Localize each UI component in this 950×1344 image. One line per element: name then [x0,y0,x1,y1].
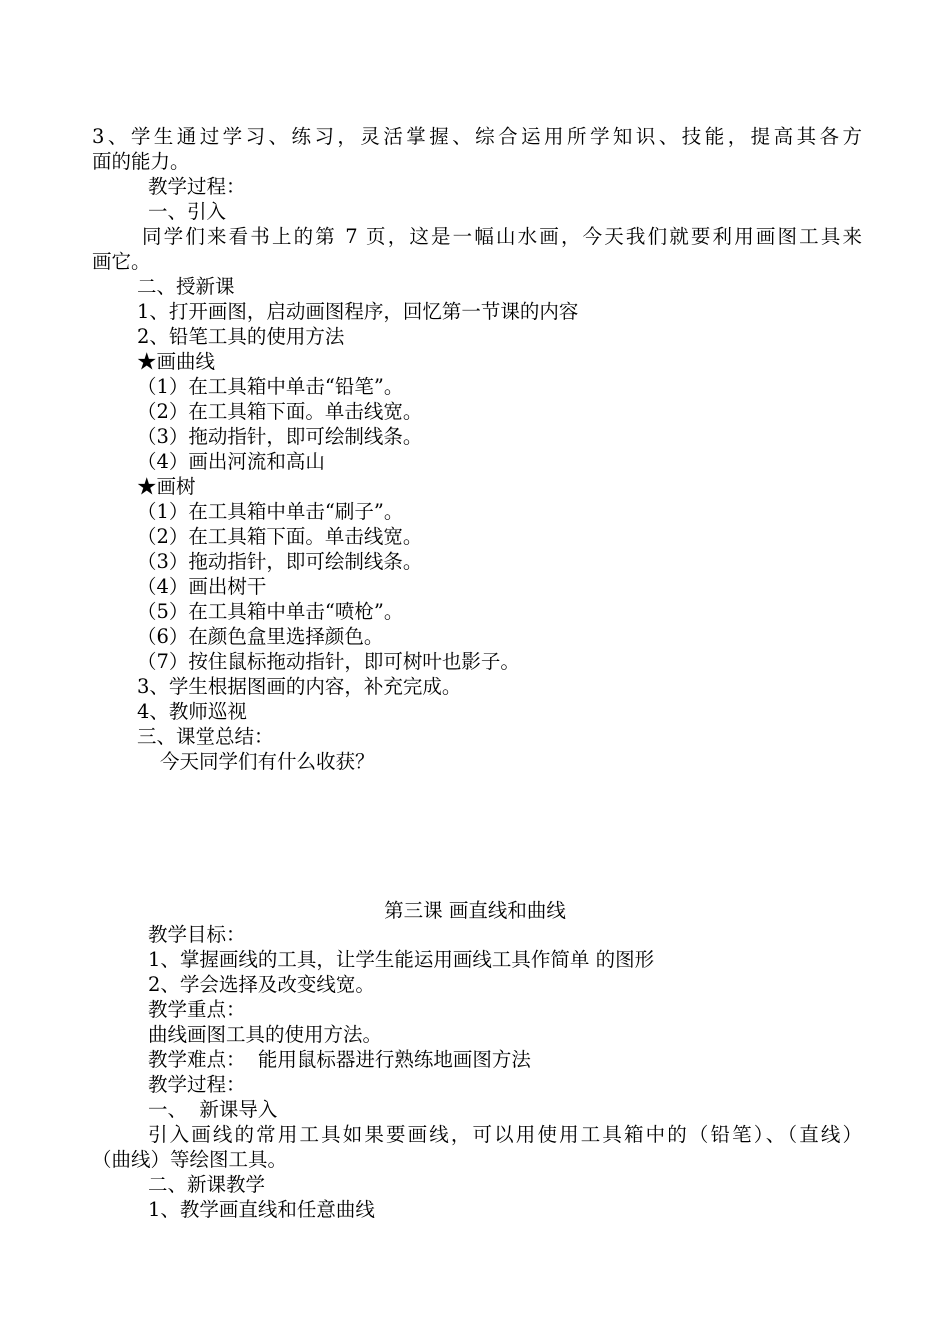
tree-step: （5）在工具箱中单击“喷枪”。 [137,600,404,623]
step-3: 3、学生根据图画的内容，补充完成。 [137,675,462,698]
intro-line-2: 画它。 [92,250,151,273]
process-heading: 教学过程： [148,175,246,198]
goal-2: 2、学会选择及改变线宽。 [148,973,375,996]
intro-b-line-2: （曲线）等绘图工具。 [92,1148,288,1171]
tree-step: （7）按住鼠标拖动指针，即可树叶也影子。 [137,650,520,673]
step-2: 2、铅笔工具的使用方法 [137,325,345,348]
goal-3-line-1: 3、学生通过学习、练习，灵活掌握、综合运用所学知识、技能，提高其各方 [92,125,862,148]
goal-1: 1、掌握画线的工具，让学生能运用画线工具作简单 的图形 [148,948,655,971]
goal-3-line-2: 面的能力。 [92,150,190,173]
tree-step: （6）在颜色盒里选择颜色。 [137,625,384,648]
curve-step: （3）拖动指针，即可绘制线条。 [137,425,423,448]
focus-text: 曲线画图工具的使用方法。 [148,1023,383,1046]
curve-step: （1）在工具箱中单击“铅笔”。 [137,375,404,398]
difficulty-line: 教学难点： 能用鼠标器进行熟练地画图方法 [148,1048,531,1071]
summary-heading: 三、课堂总结： [137,725,274,748]
summary-question: 今天同学们有什么收获？ [160,750,375,773]
curve-step: （2）在工具箱下面。单击线宽。 [137,400,423,423]
teaching-step-1: 1、教学画直线和任意曲线 [148,1198,375,1221]
lesson-title: 第三课 画直线和曲线 [384,899,566,922]
tree-step: （4）画出树干 [137,575,267,598]
goals-heading: 教学目标： [148,923,246,946]
teaching-heading: 二、新课教学 [148,1173,266,1196]
tree-step: （1）在工具箱中单击“刷子”。 [137,500,404,523]
new-lesson-heading: 二、授新课 [137,275,235,298]
tree-step: （2）在工具箱下面。单击线宽。 [137,525,423,548]
intro-line-1: 同学们来看书上的第 7 页，这是一幅山水画，今天我们就要利用画图工具来 [142,225,862,248]
intro-heading: 一、引入 [148,200,227,223]
tree-step: （3）拖动指针，即可绘制线条。 [137,550,423,573]
intro-b-line-1: 引入画线的常用工具如果要画线，可以用使用工具箱中的（铅笔）、（直线） [148,1123,862,1146]
process-heading-b: 教学过程： [148,1073,246,1096]
step-4: 4、教师巡视 [137,700,247,723]
step-1: 1、打开画图，启动画图程序，回忆第一节课的内容 [137,300,579,323]
curve-heading: ★画曲线 [137,350,216,373]
curve-step: （4）画出河流和高山 [137,450,325,473]
focus-heading: 教学重点： [148,998,246,1021]
tree-heading: ★画树 [137,475,196,498]
new-lesson-intro-heading: 一、 新课导入 [148,1098,278,1121]
